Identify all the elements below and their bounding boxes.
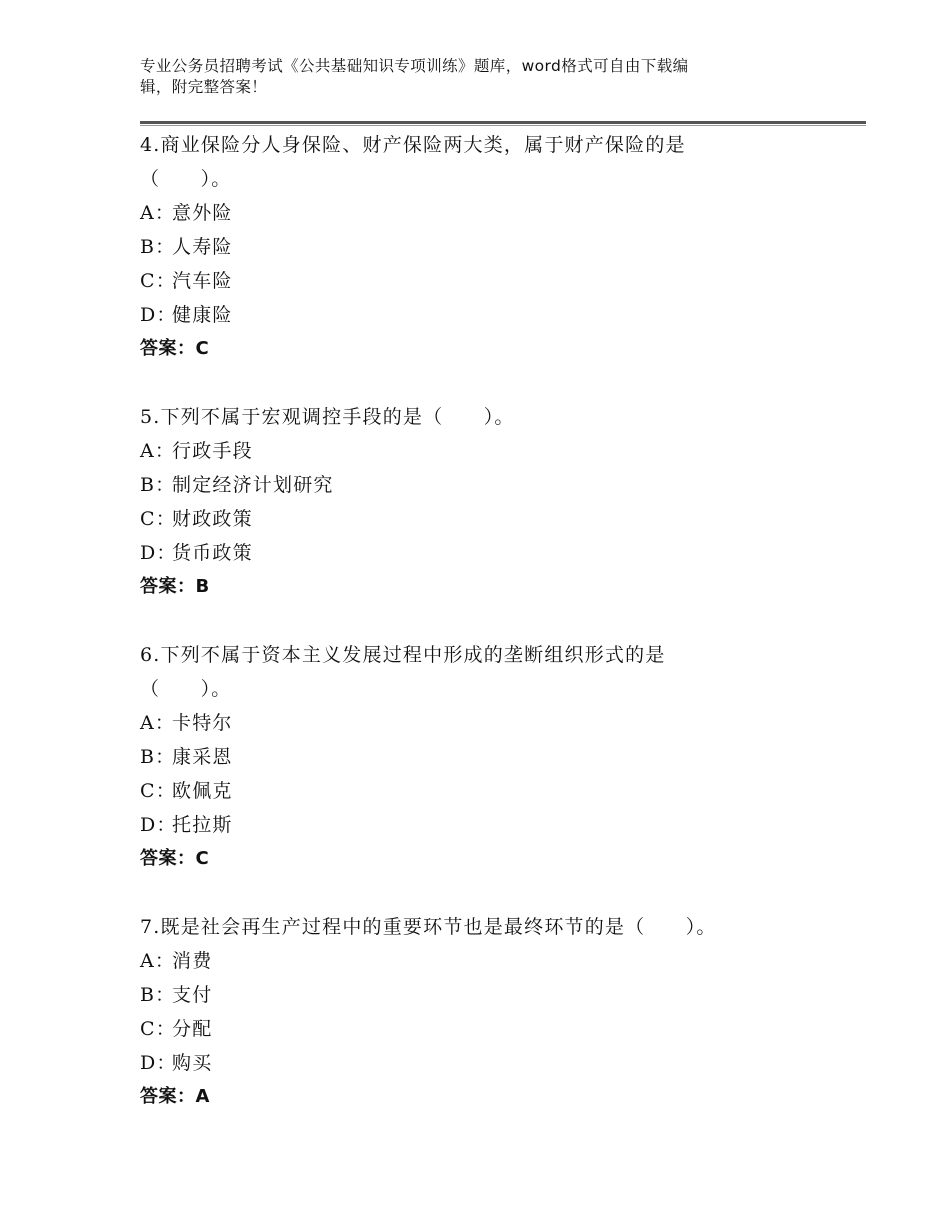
option-letter: B： bbox=[140, 746, 176, 768]
option-text: 行政手段 bbox=[172, 440, 253, 462]
answer-line: 答案：C bbox=[140, 848, 210, 869]
option-text: 康采恩 bbox=[172, 746, 233, 768]
option-a bbox=[140, 434, 866, 468]
option-text: 健康险 bbox=[172, 304, 233, 326]
answer-line: 答案：A bbox=[140, 1086, 210, 1107]
option-a bbox=[140, 944, 866, 978]
option-letter: A： bbox=[140, 950, 176, 972]
header-divider-thin bbox=[140, 125, 866, 126]
option-c bbox=[140, 502, 866, 536]
option-b bbox=[140, 740, 866, 774]
option-letter: C： bbox=[140, 1018, 176, 1040]
option-letter: D： bbox=[140, 542, 177, 564]
header-divider-thick bbox=[140, 121, 866, 124]
option-text: 托拉斯 bbox=[172, 814, 233, 836]
question-spacer bbox=[140, 876, 866, 910]
option-c bbox=[140, 264, 866, 298]
document-header bbox=[140, 56, 790, 98]
option-letter: D： bbox=[140, 1052, 177, 1074]
question-spacer bbox=[140, 604, 866, 638]
option-text: 消费 bbox=[172, 950, 213, 972]
option-d bbox=[140, 1046, 866, 1080]
question-stem-line: （ ）。 bbox=[140, 168, 232, 190]
question-stem-line: 6.下列不属于资本主义发展过程中形成的垄断组织形式的是 bbox=[140, 644, 666, 666]
answer-line: 答案：B bbox=[140, 576, 210, 597]
option-text: 欧佩克 bbox=[172, 780, 233, 802]
option-b bbox=[140, 978, 866, 1012]
option-letter: D： bbox=[140, 304, 177, 326]
question-4 bbox=[140, 128, 866, 366]
question-6 bbox=[140, 638, 866, 876]
option-b bbox=[140, 230, 866, 264]
option-c bbox=[140, 1012, 866, 1046]
option-d bbox=[140, 536, 866, 570]
question-stem-line: （ ）。 bbox=[140, 678, 232, 700]
question-7 bbox=[140, 910, 866, 1114]
option-text: 购买 bbox=[172, 1052, 213, 1074]
option-letter: A： bbox=[140, 712, 176, 734]
option-text: 人寿险 bbox=[172, 236, 233, 258]
option-letter: A： bbox=[140, 202, 176, 224]
question-spacer bbox=[140, 366, 866, 400]
option-letter: B： bbox=[140, 236, 176, 258]
option-text: 意外险 bbox=[172, 202, 233, 224]
option-text: 货币政策 bbox=[172, 542, 253, 564]
option-letter: A： bbox=[140, 440, 176, 462]
option-letter: C： bbox=[140, 780, 176, 802]
answer-line: 答案：C bbox=[140, 338, 210, 359]
option-letter: B： bbox=[140, 474, 176, 496]
option-d bbox=[140, 298, 866, 332]
option-b bbox=[140, 468, 866, 502]
question-list bbox=[140, 128, 866, 1114]
option-letter: C： bbox=[140, 508, 176, 530]
option-a bbox=[140, 706, 866, 740]
question-stem-line: 5.下列不属于宏观调控手段的是（ ）。 bbox=[140, 406, 515, 428]
question-stem-line: 4.商业保险分人身保险、财产保险两大类，属于财产保险的是 bbox=[140, 134, 686, 156]
option-text: 财政政策 bbox=[172, 508, 253, 530]
option-text: 汽车险 bbox=[172, 270, 233, 292]
question-stem-line: 7.既是社会再生产过程中的重要环节也是最终环节的是（ ）。 bbox=[140, 916, 717, 938]
option-text: 制定经济计划研究 bbox=[172, 474, 334, 496]
option-letter: C： bbox=[140, 270, 176, 292]
option-a bbox=[140, 196, 866, 230]
option-text: 支付 bbox=[172, 984, 213, 1006]
header-line-2: 辑，附完整答案！ bbox=[140, 78, 268, 96]
option-c bbox=[140, 774, 866, 808]
header-line-1: 专业公务员招聘考试《公共基础知识专项训练》题库，word格式可自由下载编 bbox=[140, 57, 689, 75]
option-text: 卡特尔 bbox=[172, 712, 233, 734]
option-letter: D： bbox=[140, 814, 177, 836]
option-text: 分配 bbox=[172, 1018, 213, 1040]
option-letter: B： bbox=[140, 984, 176, 1006]
option-d bbox=[140, 808, 866, 842]
question-5 bbox=[140, 400, 866, 604]
